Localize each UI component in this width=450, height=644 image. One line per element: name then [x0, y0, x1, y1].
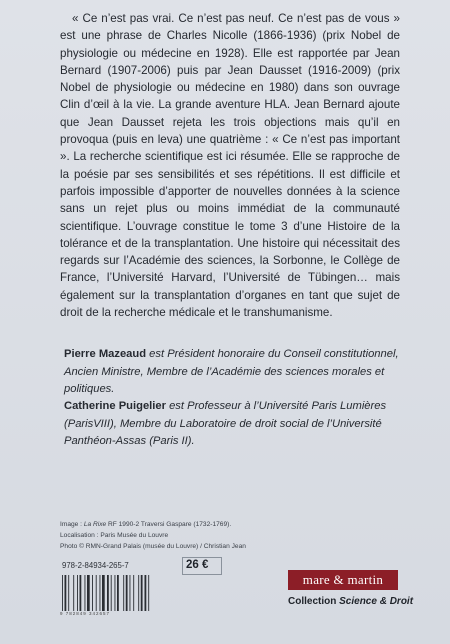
collection-label: Collection Science & Droit — [288, 596, 414, 607]
barcode-bar — [145, 575, 147, 611]
barcode-bar — [117, 575, 119, 611]
barcode-digits: 9 782849 342657 — [60, 611, 111, 616]
barcode-bar — [68, 575, 69, 611]
barcode-bar — [123, 575, 124, 611]
barcode-bar — [107, 575, 109, 611]
barcode-bar — [96, 575, 97, 611]
barcode-bar — [87, 575, 90, 611]
barcode-bar — [126, 575, 128, 611]
author-name: Pierre Mazeaud — [64, 348, 147, 360]
isbn-price-row — [60, 559, 209, 575]
author-description: est Professeur à l’Université Paris Lumières (ParisVIII), Membre du Laboratoire de droit social de l’Université Panthéon-Assas (Paris II). — [64, 400, 387, 447]
isbn-text: 978-2-84934-265-7 — [62, 561, 129, 570]
publisher-logo: mare & martin — [288, 570, 398, 590]
image-credits — [60, 520, 360, 552]
barcode-bar — [80, 575, 82, 611]
barcode-bar — [148, 575, 149, 611]
barcode-bar — [77, 575, 78, 611]
barcode-bar — [130, 575, 131, 611]
barcode-bar — [141, 575, 143, 611]
barcode-bar — [102, 575, 105, 611]
barcode-bar — [85, 575, 86, 611]
summary-text — [60, 10, 400, 321]
barcode-bar — [62, 575, 63, 611]
author-description: est Président honoraire du Conseil constitutionnel, Ancien Ministre, Membre de l’Académie des sciences morales et politiques. — [64, 348, 399, 395]
author-bio-puigelier — [64, 398, 400, 451]
barcode-bar — [138, 575, 139, 611]
credit-localisation: Localisation : Paris Musée du Louvre — [60, 531, 169, 539]
barcode-bar — [133, 575, 134, 611]
author-bio-mazeaud — [64, 346, 400, 399]
barcode-bar — [65, 575, 67, 611]
barcode-bar — [73, 575, 74, 611]
summary-paragraph: « Ce n’est pas vrai. Ce n’est pas neuf. Ce n’est pas de vous » est une phrase de Charles Nicolle (1866-1936) (prix Nobel de physiologie ou médecine en 1928). Elle est rapportée par Jean Bernard (1907-2006) puis par Jean Dausset (1916-2009) (prix Nobel de physiologie ou médecine en 1980) dans son ouvrage Clin d’œil à la vie. La grande aventure HLA. Jean Bernard ajoute que Jean Dausset rejeta les trois objections mais qu’il en provoqua (puis en leva) une quatrième : « Ce n’est pas important ». La recherche scientifique est ici résumée. Elle se rapproche de la poésie par ses sensibilités et ses répétitions. Il est difficile et parfois impossible d’apporter de nouvelles données à la science sans un rejet plus ou moins immédiat de la communauté scientifique. L’ouvrage constitue le tome 3 d’une Histoire de la tolérance et de la transplantation. Une histoire qui nécessitait des regards sur l’Académie des sciences, la Sorbonne, le Collège de France, l’Université Harvard, l’Université de Tübingen… mais également sur la transplantation d’organes en tant que sujet de droit de la recherche médicale et le transhumanisme. — [60, 12, 400, 320]
barcode-bar — [100, 575, 101, 611]
barcode-bar — [92, 575, 93, 611]
barcode-bar — [115, 575, 116, 611]
credit-photo: Photo © RMN-Grand Palais (musée du Louvre) / Christian Jean — [60, 542, 246, 550]
credit-image: Image : La Rixe RF 1990-2 Traversi Gaspare (1732-1769). — [60, 521, 232, 528]
author-name: Catherine Puigelier — [64, 400, 166, 412]
barcode-image — [60, 575, 178, 611]
barcode-bar — [111, 575, 112, 611]
price-text: 26 € — [186, 559, 209, 571]
